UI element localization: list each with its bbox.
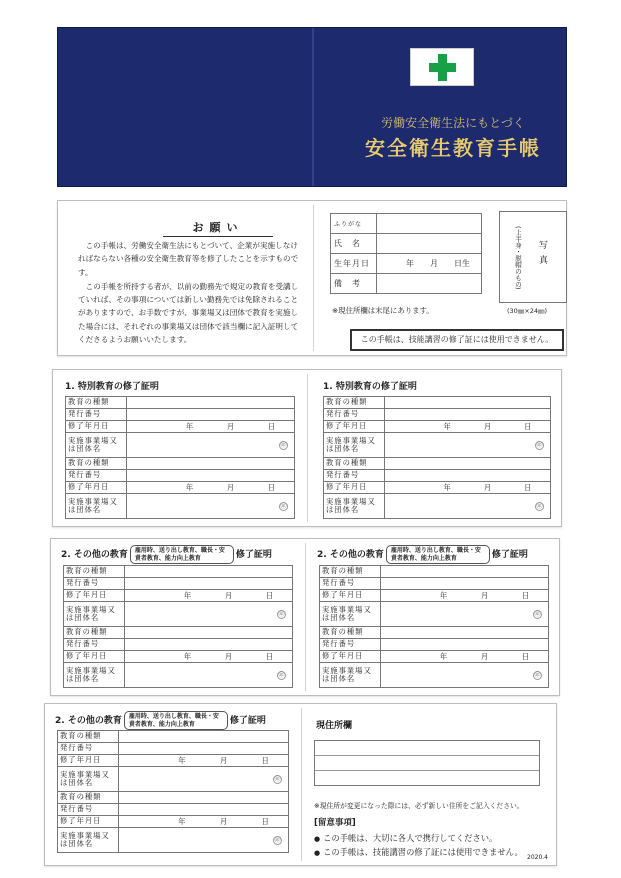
- special-title-left: 1. 特別教育の修了証明: [65, 382, 159, 392]
- year-unit: 年: [178, 755, 186, 765]
- kind-field[interactable]: [381, 627, 549, 639]
- org-field[interactable]: [125, 602, 293, 627]
- page-special-education: [52, 369, 562, 527]
- issue-no-label: 発行番号: [320, 578, 381, 590]
- other-title-last: [55, 711, 266, 730]
- seal-mark: ㊞: [280, 503, 287, 510]
- kind-field[interactable]: [127, 397, 295, 409]
- date-field[interactable]: [381, 590, 549, 602]
- kind-field[interactable]: [119, 792, 289, 804]
- furigana-label: ふりがな: [331, 214, 377, 234]
- request-paragraph: この手帳を所持する者が、以前の勤務先で規定の教育を受講していれば、その事項については新しい勤務先では免除されることがありますので、お手数ですが、事業場又は団体で教育を実施した場合には、それぞれの事業場又は団体で該当欄に記入証明してくださるようお願いいたします。: [78, 281, 299, 345]
- request-text: [78, 239, 303, 347]
- date-field[interactable]: [381, 651, 549, 663]
- seal-mark: ㊞: [274, 776, 281, 783]
- other-title-paren: 雇用時、送り出し教育、職長・安責者教育、能力向上教育: [386, 545, 490, 564]
- month-unit: 月: [219, 755, 228, 765]
- page-other-education: [50, 538, 560, 696]
- date-label: 修了年月日: [58, 816, 119, 828]
- green-cross-horizontal: [429, 63, 456, 72]
- issue-no-field[interactable]: [127, 470, 295, 482]
- cover-title: 安全衛生教育手帳: [365, 136, 541, 160]
- date-label: 修了年月日: [64, 651, 125, 663]
- special-title-right: 1. 特別教育の修了証明: [323, 382, 417, 392]
- year-unit: 年: [439, 651, 448, 661]
- org-field[interactable]: [385, 494, 551, 519]
- org-field[interactable]: [127, 494, 295, 519]
- other-title-left: [61, 545, 272, 564]
- date-label: 修了年月日: [320, 590, 381, 602]
- issue-no-label: 発行番号: [324, 409, 385, 421]
- year-unit: 年: [183, 590, 192, 600]
- day-unit: 日: [267, 421, 276, 431]
- date-label: 修了年月日: [66, 482, 127, 494]
- address-note: ※現住所欄は末尾にあります。: [332, 306, 434, 315]
- kind-field[interactable]: [385, 397, 551, 409]
- kind-field[interactable]: [119, 731, 289, 743]
- month-unit: 月: [226, 482, 235, 492]
- version-label: 2020.4: [527, 854, 548, 861]
- year-unit: 年: [183, 651, 192, 661]
- org-label: 実施事業場又は団体名: [64, 602, 125, 627]
- kind-label: 教育の種類: [66, 458, 127, 470]
- remarks-field[interactable]: [377, 274, 482, 294]
- date-field[interactable]: [127, 421, 295, 433]
- org-label: 実施事業場又は団体名: [66, 494, 127, 519]
- day-unit: 日: [524, 421, 532, 431]
- skill-warning-box: この手帳は、技能講習の修了証には使用できません。: [350, 329, 564, 351]
- date-label: 修了年月日: [58, 755, 119, 767]
- issue-no-label: 発行番号: [64, 578, 125, 590]
- org-field[interactable]: [119, 767, 289, 792]
- month-unit: 月: [219, 816, 228, 826]
- date-label: 修了年月日: [324, 482, 385, 494]
- kind-label: 教育の種類: [324, 397, 385, 409]
- photo-title: 写真: [537, 240, 547, 270]
- notice-list: [314, 832, 523, 860]
- issue-no-label: 発行番号: [64, 639, 125, 651]
- org-label: 実施事業場又は団体名: [320, 663, 381, 688]
- day-unit: 日: [261, 816, 269, 826]
- date-field[interactable]: [125, 651, 293, 663]
- issue-no-label: 発行番号: [66, 409, 127, 421]
- kind-label: 教育の種類: [320, 566, 381, 578]
- kind-label: 教育の種類: [320, 627, 381, 639]
- org-label: 実施事業場又は団体名: [320, 602, 381, 627]
- other-form-last: [57, 730, 289, 853]
- issue-no-field[interactable]: [127, 409, 295, 421]
- month-unit: 月: [483, 482, 492, 492]
- year-unit: 年: [439, 590, 448, 600]
- notice-item: ● この手帳は、大切に各人で携行してください。: [314, 832, 523, 846]
- org-field[interactable]: [381, 663, 549, 688]
- special-form-right: [323, 396, 551, 519]
- org-label: 実施事業場又は団体名: [324, 494, 385, 519]
- other-title-post: 修了証明: [229, 716, 266, 726]
- residence-line[interactable]: [315, 771, 539, 786]
- date-field[interactable]: [119, 816, 289, 828]
- date-field[interactable]: [125, 590, 293, 602]
- day-unit: 日: [521, 590, 530, 600]
- other-title-right: [317, 545, 528, 564]
- month-unit: 月: [224, 651, 233, 661]
- birth-label: 生年月日: [331, 254, 377, 274]
- org-field[interactable]: [125, 663, 293, 688]
- month-unit: 月: [226, 421, 235, 431]
- other-form-right: [319, 565, 549, 688]
- year-unit: 年: [178, 816, 186, 826]
- kind-field[interactable]: [381, 566, 549, 578]
- other-title-pre: 2. その他の教育: [55, 716, 122, 726]
- date-label: 修了年月日: [66, 421, 127, 433]
- issue-no-label: 発行番号: [58, 804, 119, 816]
- date-field[interactable]: [385, 482, 551, 494]
- day-unit: 日: [267, 482, 276, 492]
- kind-label: 教育の種類: [324, 458, 385, 470]
- other-title-pre: 2. その他の教育: [317, 550, 384, 560]
- other-title-pre: 2. その他の教育: [61, 550, 128, 560]
- request-half: [58, 201, 313, 355]
- birth-field[interactable]: [377, 254, 482, 274]
- kind-field[interactable]: [385, 458, 551, 470]
- seal-mark: ㊞: [534, 672, 541, 679]
- date-field[interactable]: [127, 482, 295, 494]
- issue-no-field[interactable]: [385, 409, 551, 421]
- cover-fold: [312, 28, 314, 186]
- photo-box[interactable]: [499, 211, 567, 303]
- issue-no-field[interactable]: [381, 639, 549, 651]
- kind-label: 教育の種類: [64, 566, 125, 578]
- cover-subtitle: 労働安全衛生法にもとづく: [381, 116, 525, 130]
- birth-month-unit: 月: [430, 259, 438, 268]
- org-field[interactable]: [381, 602, 549, 627]
- residence-title: 現住所欄: [316, 721, 353, 731]
- birth-year-unit: 年: [406, 259, 414, 268]
- issue-no-field[interactable]: [125, 578, 293, 590]
- booklet-cover: [57, 27, 567, 187]
- year-unit: 年: [443, 421, 451, 431]
- green-cross-flag: [410, 48, 474, 86]
- special-form-left: [65, 396, 295, 519]
- name-field[interactable]: [377, 234, 482, 254]
- seal-mark: ㊞: [534, 611, 541, 618]
- org-field[interactable]: [127, 433, 295, 458]
- month-unit: 月: [480, 590, 489, 600]
- seal-mark: ㊞: [278, 611, 285, 618]
- kind-label: 教育の種類: [64, 627, 125, 639]
- page-request-identity: [57, 200, 567, 356]
- year-unit: 年: [185, 421, 194, 431]
- seal-mark: ㊞: [274, 837, 281, 844]
- other-title-paren: 雇用時、送り出し教育、職長・安責者教育、能力向上教育: [130, 545, 234, 564]
- seal-mark: ㊞: [536, 503, 543, 510]
- other-title-post: 修了証明: [491, 550, 528, 560]
- org-field[interactable]: [119, 828, 289, 853]
- issue-no-label: 発行番号: [320, 639, 381, 651]
- residence-note: ※現住所が変更になった際には、必ず新しい住所をご記入ください。: [314, 802, 524, 810]
- date-label: 修了年月日: [320, 651, 381, 663]
- seal-mark: ㊞: [280, 442, 287, 449]
- day-unit: 日: [261, 755, 269, 765]
- identity-half: [314, 201, 568, 355]
- other-title-paren: 雇用時、送り出し教育、職長・安責者教育、能力向上教育: [124, 711, 228, 730]
- date-label: 修了年月日: [324, 421, 385, 433]
- other-form-left: [63, 565, 293, 688]
- page-other-residence: [44, 703, 557, 866]
- issue-no-label: 発行番号: [66, 470, 127, 482]
- org-field[interactable]: [385, 433, 551, 458]
- org-label: 実施事業場又は団体名: [58, 828, 119, 853]
- request-paragraph: この手帳は、労働安全衛生法にもとづいて、企業が実施しなければならない各種の安全衛生教育等を修了したことを示すものです。: [78, 241, 299, 277]
- name-label: 氏 名: [331, 234, 377, 254]
- issue-no-field[interactable]: [119, 804, 289, 816]
- notice-item: ● この手帳は、技能講習の修了証には使用できません。: [314, 846, 523, 860]
- year-unit: 年: [185, 482, 194, 492]
- issue-no-label: 発行番号: [324, 470, 385, 482]
- org-label: 実施事業場又は団体名: [58, 767, 119, 792]
- notice-title: [留意事項]: [314, 818, 356, 828]
- seal-mark: ㊞: [278, 672, 285, 679]
- kind-field[interactable]: [127, 458, 295, 470]
- date-label: 修了年月日: [64, 590, 125, 602]
- page-fold: [305, 543, 306, 691]
- residence-half: [302, 704, 558, 865]
- date-field[interactable]: [119, 755, 289, 767]
- kind-label: 教育の種類: [58, 792, 119, 804]
- identity-table: [330, 213, 482, 294]
- other-title-post: 修了証明: [235, 550, 272, 560]
- year-unit: 年: [443, 482, 451, 492]
- photo-size: (30㎜×24㎜): [507, 307, 548, 315]
- seal-mark: ㊞: [536, 442, 543, 449]
- day-unit: 日: [265, 651, 274, 661]
- kind-field[interactable]: [125, 566, 293, 578]
- issue-no-field[interactable]: [119, 743, 289, 755]
- month-unit: 月: [224, 590, 233, 600]
- issue-no-field[interactable]: [381, 578, 549, 590]
- issue-no-field[interactable]: [125, 639, 293, 651]
- residence-lines[interactable]: [314, 740, 540, 786]
- birth-day-unit: 日生: [454, 259, 470, 268]
- kind-field[interactable]: [125, 627, 293, 639]
- month-unit: 月: [483, 421, 492, 431]
- org-label: 実施事業場又は団体名: [324, 433, 385, 458]
- org-label: 実施事業場又は団体名: [64, 663, 125, 688]
- photo-caption: (上半身・脱帽のもの): [514, 226, 522, 290]
- residence-line[interactable]: [315, 756, 539, 771]
- furigana-field[interactable]: [377, 214, 482, 234]
- month-unit: 月: [480, 651, 489, 661]
- day-unit: 日: [521, 651, 530, 661]
- date-field[interactable]: [385, 421, 551, 433]
- day-unit: 日: [524, 482, 532, 492]
- issue-no-label: 発行番号: [58, 743, 119, 755]
- kind-label: 教育の種類: [58, 731, 119, 743]
- residence-line[interactable]: [315, 741, 539, 756]
- remarks-label: 備 考: [331, 274, 377, 294]
- org-label: 実施事業場又は団体名: [66, 433, 127, 458]
- issue-no-field[interactable]: [385, 470, 551, 482]
- page-fold: [307, 374, 308, 522]
- kind-label: 教育の種類: [66, 397, 127, 409]
- day-unit: 日: [265, 590, 274, 600]
- request-title: お願い: [163, 219, 273, 237]
